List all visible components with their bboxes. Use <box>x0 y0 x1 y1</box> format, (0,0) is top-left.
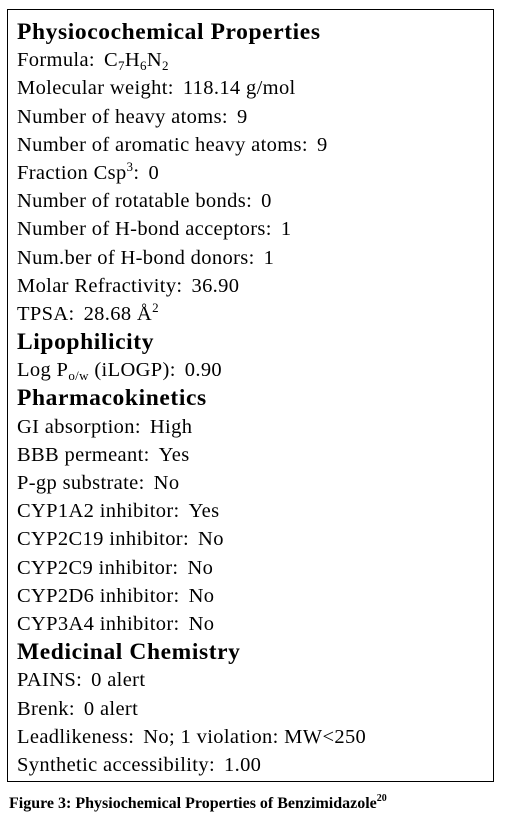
row-synthetic-accessibility <box>17 751 366 779</box>
properties-content <box>17 18 366 779</box>
row-gi-absorption <box>17 413 366 441</box>
row-cyp3a4 <box>17 610 366 638</box>
brenk-label: Brenk: <box>17 697 75 720</box>
row-hbond-donors <box>17 244 366 272</box>
fraction-csp3-colon: : <box>133 161 140 184</box>
row-bbb-permeant <box>17 441 366 469</box>
heavy-atoms-value: 9 <box>236 105 248 128</box>
fraction-csp3-sup: 3 <box>126 158 134 174</box>
brenk-value: 0 alert <box>83 697 139 720</box>
fraction-csp3-value: 0 <box>148 161 160 184</box>
fraction-csp3-label: Fraction Csp <box>17 161 127 184</box>
cyp2c19-value: No <box>198 528 224 551</box>
formula-c-sub: 7 <box>118 58 125 74</box>
row-tpsa <box>17 300 366 328</box>
pgp-substrate-label: P-gp substrate: <box>17 472 145 494</box>
cyp1a2-value: Yes <box>188 500 220 523</box>
formula-h: H <box>124 49 141 72</box>
row-heavy-atoms <box>17 103 366 131</box>
synthetic-accessibility-value: 1.00 <box>224 753 262 776</box>
section-heading-pharmacokinetics: Pharmacokinetics <box>17 385 207 412</box>
gi-absorption-value: High <box>149 415 193 438</box>
gi-absorption-label: GI absorption: <box>17 415 141 438</box>
rotatable-bonds-value: 0 <box>261 190 272 213</box>
log-p-method: (iLOGP): <box>94 359 176 382</box>
row-pgp-substrate <box>17 469 366 497</box>
hbond-donors-value: 1 <box>263 246 275 269</box>
heavy-atoms-label: Number of heavy atoms: <box>17 105 228 128</box>
pains-value: 0 alert <box>91 669 146 692</box>
row-cyp1a2 <box>17 497 366 525</box>
leadlikeness-label: Leadlikeness: <box>17 725 135 748</box>
section-heading-physicochemical: Physiocochemical Properties <box>17 19 321 45</box>
aromatic-heavy-atoms-value: 9 <box>316 133 328 156</box>
section-heading-medicinal-chemistry: Medicinal Chemistry <box>17 639 241 666</box>
cyp2c9-label: CYP2C9 inhibitor: <box>17 556 179 579</box>
aromatic-heavy-atoms-label: Number of aromatic heavy atoms: <box>17 133 308 156</box>
cyp2d6-value: No <box>188 584 215 607</box>
formula-c: C <box>103 49 118 72</box>
formula-value <box>103 49 169 74</box>
row-formula <box>17 46 366 74</box>
tpsa-label: TPSA: <box>17 302 75 325</box>
tpsa-sup: 2 <box>152 299 159 315</box>
synthetic-accessibility-label: Synthetic accessibility: <box>17 753 215 776</box>
hbond-acceptors-label: Number of H-bond acceptors: <box>17 218 272 241</box>
row-rotatable-bonds <box>17 187 366 215</box>
row-cyp2d6 <box>17 582 366 610</box>
cyp2d6-label: CYP2D6 inhibitor: <box>17 584 180 607</box>
log-p-value: 0.90 <box>184 359 223 382</box>
hbond-acceptors-value: 1 <box>280 218 292 241</box>
figure-caption <box>9 795 387 813</box>
hbond-donors-label: Num.ber of H-bond donors: <box>17 246 255 269</box>
molecular-weight-value: 118.14 g/mol <box>182 77 296 100</box>
pgp-substrate-value: No <box>153 472 180 494</box>
row-cyp2c9 <box>17 554 366 582</box>
pains-label: PAINS: <box>17 669 83 692</box>
formula-n: N <box>146 49 163 72</box>
cyp2c9-value: No <box>187 556 214 579</box>
molecular-weight-label: Molecular weight: <box>17 77 174 100</box>
row-hbond-acceptors <box>17 215 366 243</box>
cyp1a2-label: CYP1A2 inhibitor: <box>17 500 180 523</box>
row-cyp2c19 <box>17 525 366 553</box>
rotatable-bonds-label: Number of rotatable bonds: <box>17 190 253 213</box>
formula-label: Formula: <box>17 49 95 72</box>
row-log-p <box>17 356 366 384</box>
log-p-sub: o/w <box>68 368 89 384</box>
row-leadlikeness <box>17 723 366 751</box>
formula-n-sub: 2 <box>162 58 169 74</box>
section-heading-lipophilicity: Lipophilicity <box>17 329 155 356</box>
bbb-permeant-label: BBB permeant: <box>17 443 150 466</box>
cyp2c19-label: CYP2C19 inhibitor: <box>17 528 190 551</box>
row-aromatic-heavy-atoms <box>17 131 366 159</box>
cyp3a4-value: No <box>188 612 215 635</box>
molar-refractivity-value: 36.90 <box>191 274 240 297</box>
row-brenk <box>17 695 366 723</box>
bbb-permeant-value: Yes <box>158 443 190 466</box>
formula-h-sub: 6 <box>140 58 147 74</box>
tpsa-value: 28.68 Å <box>83 302 153 325</box>
log-p-label: Log P <box>17 359 69 382</box>
figure-caption-ref: 20 <box>376 793 387 804</box>
row-molecular-weight <box>17 74 366 102</box>
figure-caption-text: Figure 3: Physiochemical Properties of Benzimidazole <box>9 795 377 812</box>
properties-panel <box>7 9 494 782</box>
molar-refractivity-label: Molar Refractivity: <box>17 274 183 297</box>
row-fraction-csp3 <box>17 159 366 187</box>
row-pains <box>17 666 366 694</box>
leadlikeness-value: No; 1 violation: MW<250 <box>143 725 367 748</box>
cyp3a4-label: CYP3A4 inhibitor: <box>17 612 180 635</box>
row-molar-refractivity <box>17 272 366 300</box>
